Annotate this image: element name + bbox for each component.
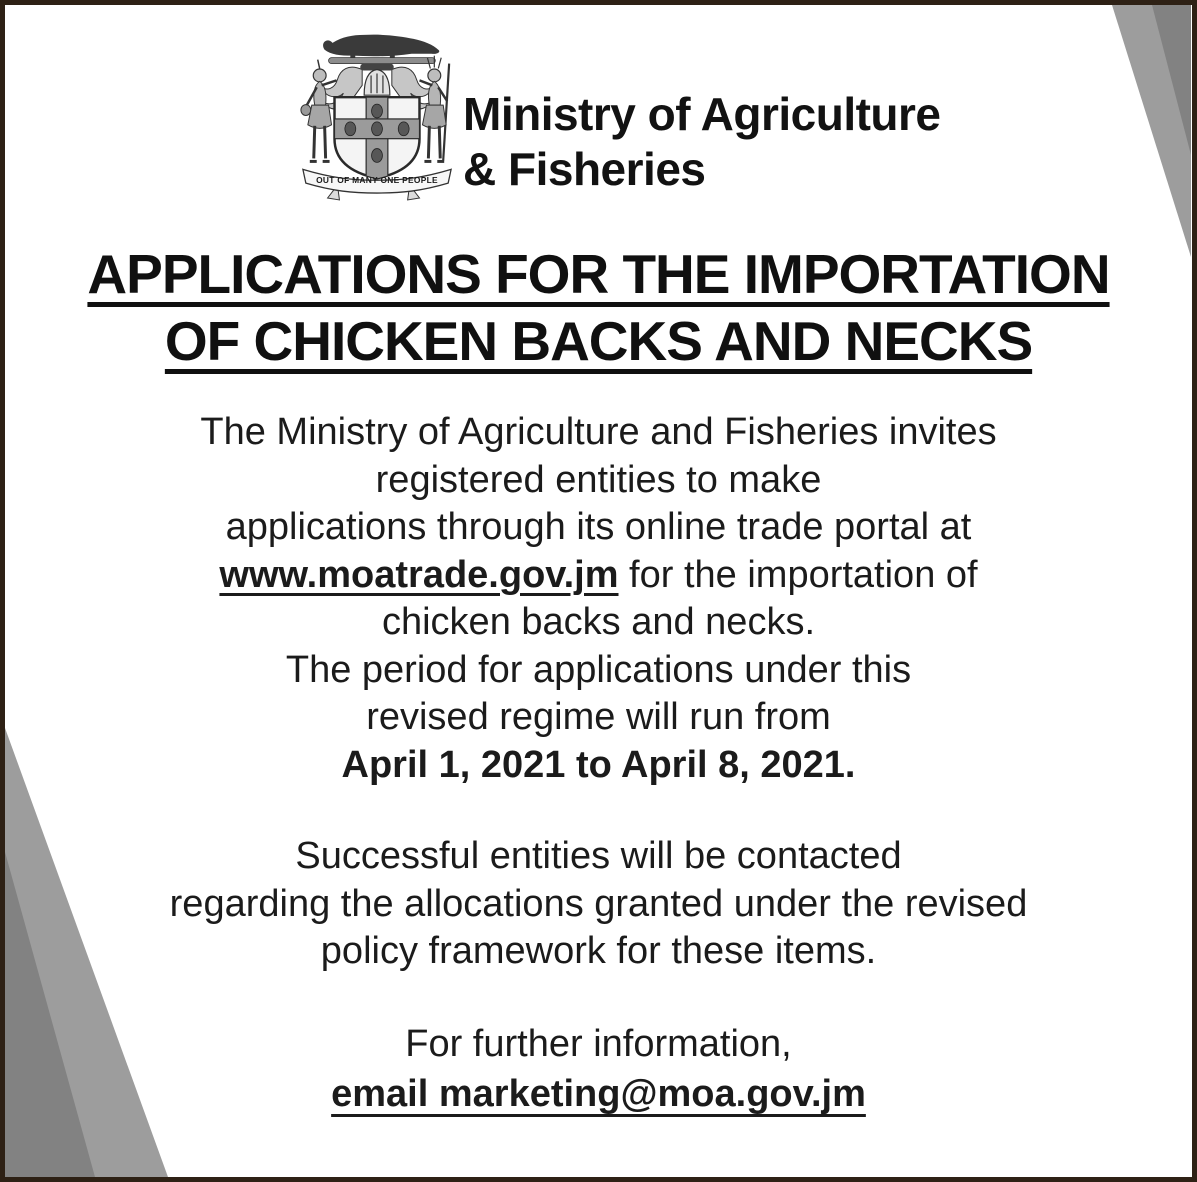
body-line: policy framework for these items.: [320, 930, 877, 972]
body-line: For further information,: [405, 1023, 792, 1065]
ministry-name: [463, 87, 941, 197]
notice-title-line2: OF CHICKEN BACKS AND NECKS: [164, 310, 1033, 372]
supporter-left-icon: [301, 60, 337, 162]
paragraph-successful-entities: [5, 833, 1192, 976]
crocodile-crest-icon: [323, 35, 439, 64]
motto-text: OUT OF MANY ONE PEOPLE: [316, 175, 438, 186]
notice-title-line1: APPLICATIONS FOR THE IMPORTATION: [87, 243, 1110, 305]
corner-decoration-top-right-dark: [1152, 5, 1191, 155]
shield-icon: [335, 97, 420, 180]
body-line: registered entities to make: [375, 458, 822, 501]
application-period-dates: April 1, 2021 to April 8, 2021.: [341, 743, 856, 786]
corner-decoration-top-right-light: [1112, 5, 1191, 257]
ministry-name-line1: Ministry of Agriculture: [463, 88, 941, 140]
paragraph-application-details: [5, 409, 1192, 789]
body-line: chicken backs and necks.: [381, 601, 815, 643]
trade-portal-link[interactable]: www.moatrade.gov.jm: [219, 553, 619, 596]
body-line: applications through its online trade portal at: [225, 506, 972, 548]
contact-email-link[interactable]: email marketing@moa.gov.jm: [331, 1073, 866, 1115]
body-line: revised regime will run from: [366, 696, 831, 738]
body-line: The Ministry of Agriculture and Fisheries invites: [200, 411, 997, 453]
body-line: regarding the allocations granted under the revised: [169, 882, 1028, 925]
body-line: [5, 552, 1192, 600]
ministry-name-line2: & Fisheries: [463, 143, 706, 195]
paragraph-contact-info: [5, 1019, 1192, 1119]
body-line: Successful entities will be contacted: [295, 835, 902, 877]
body-line: The period for applications under this: [285, 648, 912, 691]
notice-title: [5, 241, 1192, 375]
body-line-text: for the importation of: [618, 553, 978, 596]
supporter-right-icon: [419, 56, 449, 162]
jamaica-coat-of-arms: [293, 23, 461, 203]
